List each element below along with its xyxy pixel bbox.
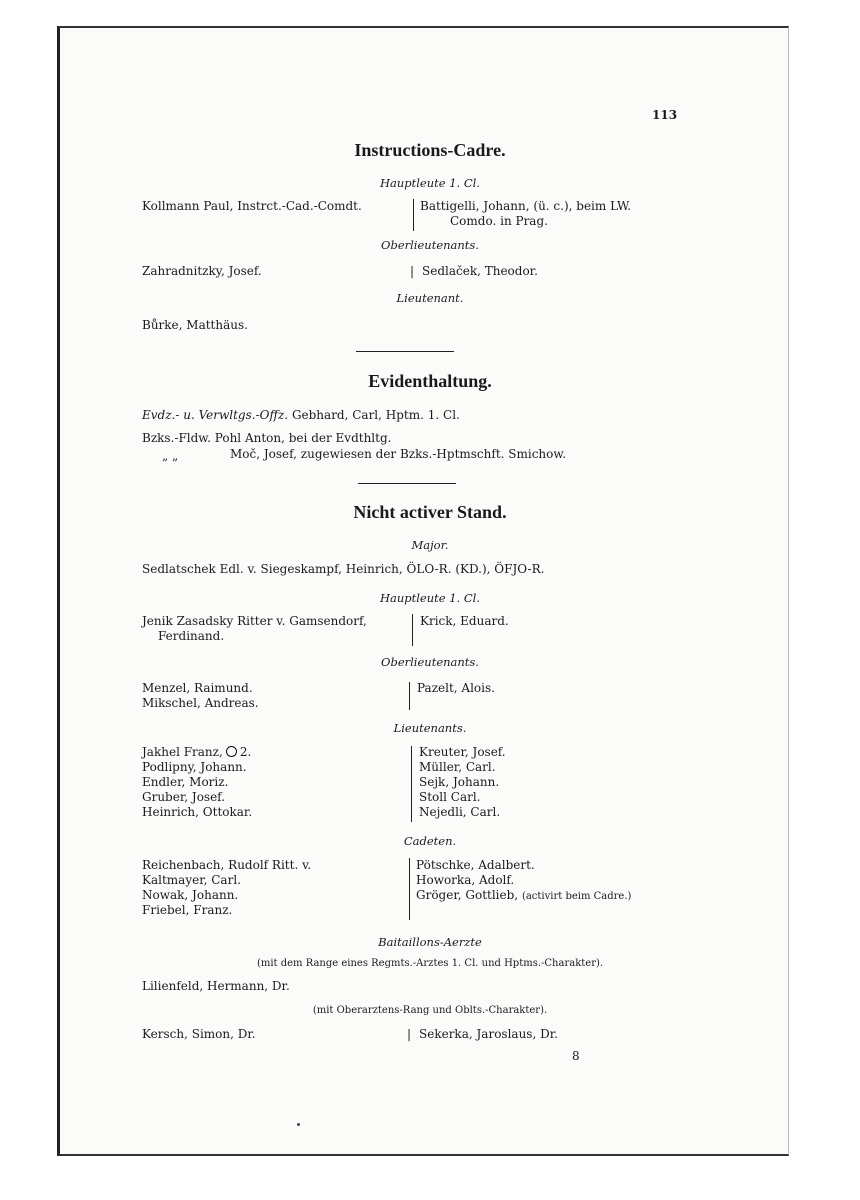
entry-krick: Krick, Eduard. [420,614,509,628]
column-divider [413,199,414,231]
entry-battigelli: Battigelli, Johann, (ü. c.), beim LW. [420,199,632,213]
entry-battigelli-cont: Comdo. in Prag. [450,214,548,228]
subheading-oberlieutenants: Oberlieutenants. [381,238,479,252]
ditto-marks: „ „ [162,449,179,463]
subheading-lieutenants: Lieutenants. [393,721,467,735]
column-divider [409,858,410,920]
subheading-major: Major. [411,538,449,552]
entry-jenik-cont: Ferdinand. [158,629,225,643]
entry-menzel: Menzel, Raimund. [142,681,253,695]
entry-nejedli: Nejedli, Carl. [419,805,501,819]
entry-pazelt: Pazelt, Alois. [417,681,495,695]
entry-burke: Bůrke, Matthäus. [142,318,248,332]
entry-zahradnitzky: Zahradnitzky, Josef. [142,264,262,278]
entry-howorka: Howorka, Adolf. [416,873,515,887]
entry-endler: Endler, Moriz. [142,775,229,789]
entry-reichenbach: Reichenbach, Rudolf Ritt. v. [142,858,312,872]
heading-nicht-activer-stand: Nicht activer Stand. [353,502,507,522]
section-rule [356,351,454,352]
entry-kaltmayer: Kaltmayer, Carl. [142,873,241,887]
subheading-cadeten: Cadeten. [403,834,457,848]
entry-evdz-title: Evdz.- u. Verwltgs.-Offz. [142,408,289,422]
entry-gebhard: Gebhard, Carl, Hptm. 1. Cl. [291,408,460,422]
entry-groger-name: Gröger, Gottlieb, [416,888,519,902]
entry-mikschel: Mikschel, Andreas. [142,696,259,710]
entry-stoll: Stoll Carl. [419,790,481,804]
column-divider [412,614,413,646]
entry-sekerka: Sekerka, Jaroslaus, Dr. [419,1027,558,1041]
entry-kreuter: Kreuter, Josef. [419,745,506,759]
speck [297,1123,300,1126]
heading-instructions-cadre: Instructions-Cadre. [354,140,506,160]
note-oberarzt: (mit Oberarztens-Rang und Oblts.-Charakter). [312,1005,548,1016]
heading-evidenthaltung: Evidenthaltung. [368,371,492,391]
entry-jenik: Jenik Zasadsky Ritter v. Gamsendorf, [142,614,367,628]
entry-groger-note: (activirt beim Cadre.) [521,891,632,902]
entry-heinrich: Heinrich, Ottokar. [142,805,253,819]
column-divider [409,682,410,710]
sheet-signature: 8 [572,1049,580,1063]
entry-moc: Moč, Josef, zugewiesen der Bzks.-Hptmschft. Smichow. [230,447,567,461]
entry-groger [416,888,631,904]
subheading-hauptleute: Hauptleute 1. Cl. [379,176,480,190]
subheading-lieutenant: Lieutenant. [396,291,464,305]
entry-jakhel [142,745,251,759]
entry-jakhel-name: Jakhel Franz, [142,745,223,759]
entry-friebel: Friebel, Franz. [142,903,233,917]
entry-jakhel-num: 2. [239,745,252,759]
entry-pohl: Bzks.-Fldw. Pohl Anton, bei der Evdthltg. [142,431,392,445]
note-regmts-arzt: (mit dem Range eines Regmts.-Arztes 1. Cl. und Hptms.-Charakter). [256,958,604,969]
entry-gruber: Gruber, Josef. [142,790,226,804]
page-number: 113 [652,108,678,122]
entry-muller: Müller, Carl. [419,760,496,774]
column-divider [411,746,412,822]
entry-kollmann: Kollmann Paul, Instrct.-Cad.-Comdt. [142,199,362,213]
entry-sejk: Sejk, Johann. [419,775,500,789]
subheading-hauptleute: Hauptleute 1. Cl. [379,591,480,605]
entry-nowak: Nowak, Johann. [142,888,239,902]
section-rule [358,483,456,484]
entry-kersch: Kersch, Simon, Dr. [142,1027,256,1041]
decoration-circle-icon [226,746,237,757]
entry-sedlatschek: Sedlatschek Edl. v. Siegeskampf, Heinrich, ÖLO-R. (KD.), ÖFJO-R. [142,562,545,576]
divider-mark: | [410,264,415,278]
subheading-bataillons-aerzte: Baitaillons-Aerzte [378,935,482,949]
entry-podlipny: Podlipny, Johann. [142,760,247,774]
entry-evdz [142,408,460,422]
divider-mark: | [407,1027,412,1041]
entry-lilienfeld: Lilienfeld, Hermann, Dr. [142,979,290,993]
subheading-oberlieutenants: Oberlieutenants. [381,655,479,669]
entry-potschke: Pötschke, Adalbert. [416,858,535,872]
entry-sedlacek: Sedlaček, Theodor. [422,264,538,278]
